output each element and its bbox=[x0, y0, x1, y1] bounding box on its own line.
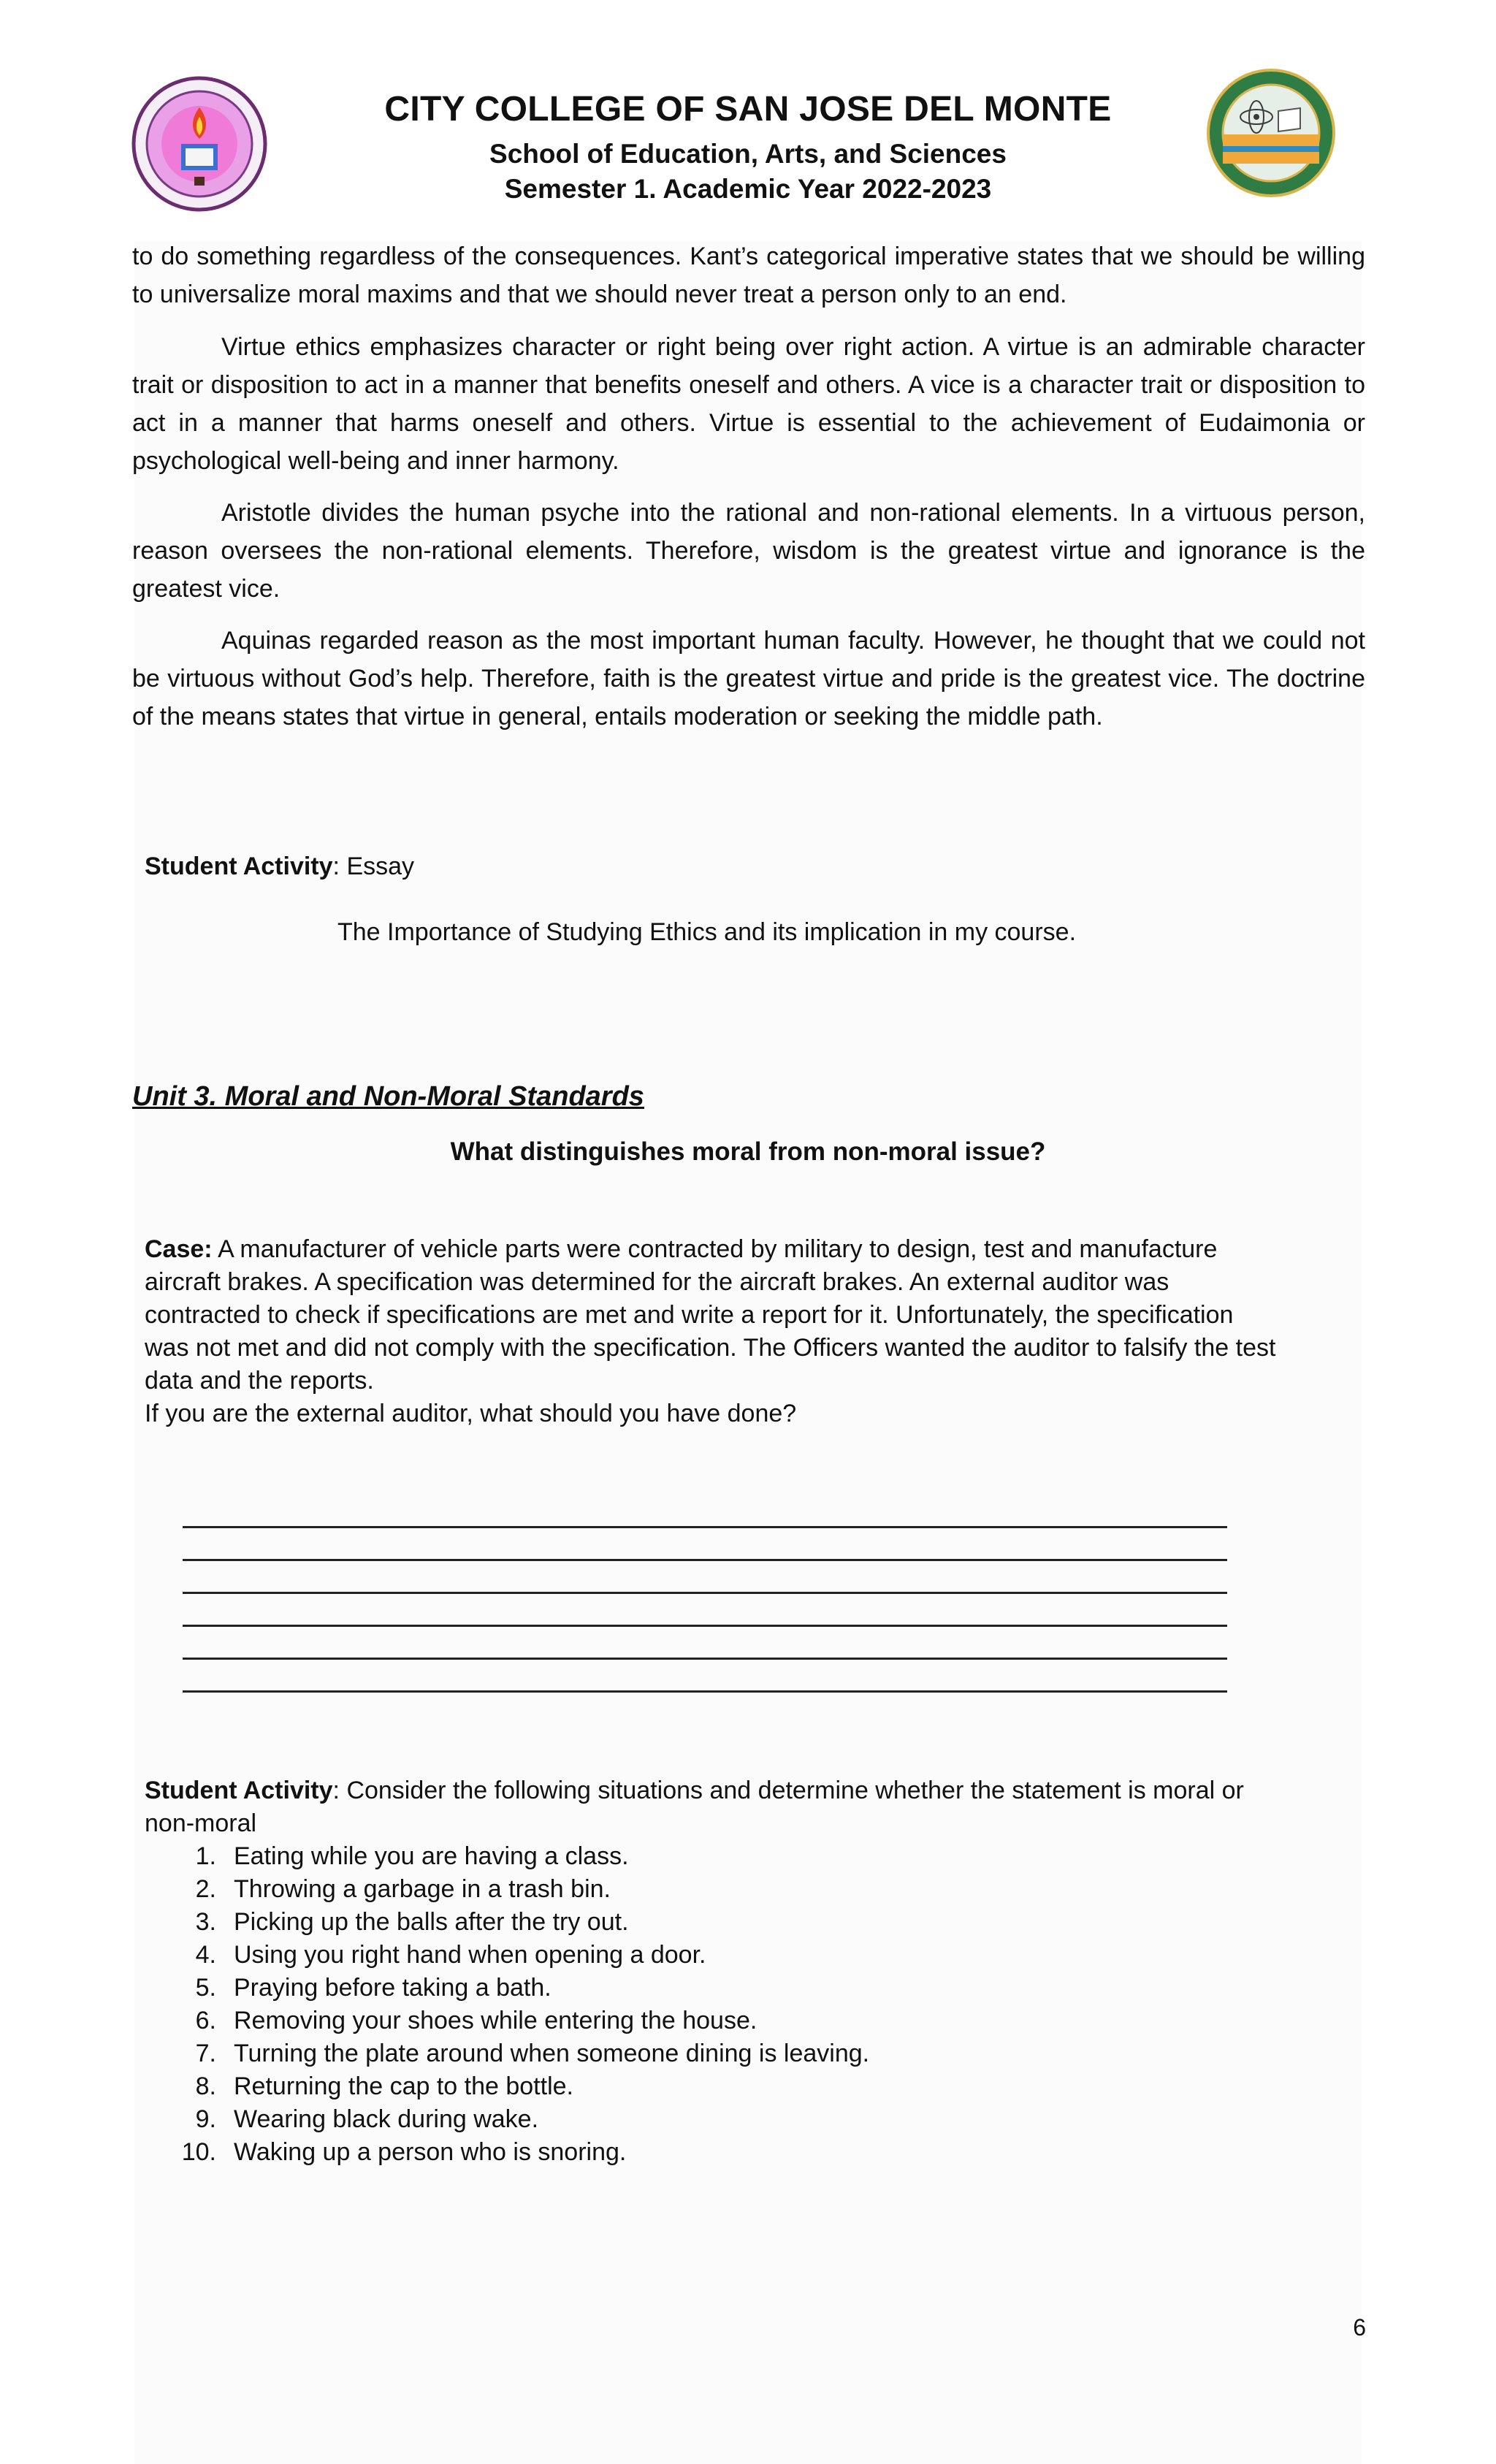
paragraph-kant: to do something regardless of the consequences. Kant’s categorical imperative states that we should be willing to universalize moral maxims and that we should never treat a person only to an end. bbox=[132, 243, 1365, 308]
student-activity-essay bbox=[145, 850, 414, 883]
answer-line[interactable] bbox=[183, 1658, 1227, 1660]
list-item: 6. Removing your shoes while entering the house. bbox=[195, 2007, 757, 2034]
activity2-instructions: : Consider the following situations and determine whether the statement is moral or bbox=[332, 1777, 1244, 1804]
list-item: 3. Picking up the balls after the try out. bbox=[195, 1908, 629, 1936]
list-item: 2. Throwing a garbage in a trash bin. bbox=[195, 1875, 611, 1903]
answer-line[interactable] bbox=[183, 1625, 1227, 1627]
case-label: Case: bbox=[145, 1235, 213, 1263]
student-activity-moral bbox=[145, 1774, 1299, 1840]
list-item: 1. Eating while you are having a class. bbox=[195, 1842, 629, 1870]
answer-line[interactable] bbox=[183, 1559, 1227, 1561]
activity2-instructions-cont: non-moral bbox=[145, 1809, 257, 1837]
list-item: 4. Using you right hand when opening a door. bbox=[195, 1941, 706, 1969]
situation-list bbox=[145, 1840, 869, 2169]
answer-line[interactable] bbox=[183, 1690, 1227, 1693]
case-question: If you are the external auditor, what should you have done? bbox=[145, 1400, 797, 1427]
unit-title: Unit 3. Moral and Non-Moral Standards bbox=[132, 1081, 644, 1112]
unit-question: What distinguishes moral from non-moral issue? bbox=[450, 1137, 1046, 1166]
activity-type: : Essay bbox=[332, 853, 415, 880]
case-body: A manufacturer of vehicle parts were contracted by military to design, test and manufacture aircraft brakes. A specification was determined for the aircraft brakes. An external auditor was contracted to check if specifications are met and write a report for it. Unfortunately, the specification was not met and did not comply with the specification. The Officers wanted the auditor to falsify the test data and the reports. bbox=[145, 1235, 1276, 1395]
paragraph-aquinas: Aquinas regarded reason as the most important human faculty. However, he thought that we could not be virtuous without God’s help. Therefore, faith is the greatest virtue and pride is the greatest vice. The doctrine of the means states that virtue in general, entails moderation or seeking the middle path. bbox=[132, 627, 1365, 731]
essay-prompt: The Importance of Studying Ethics and its implication in my course. bbox=[337, 918, 1077, 946]
activity-label: Student Activity bbox=[145, 853, 333, 880]
school-name: School of Education, Arts, and Sciences bbox=[489, 139, 1007, 169]
answer-line[interactable] bbox=[183, 1526, 1227, 1528]
paragraph-aristotle: Aristotle divides the human psyche into the rational and non-rational elements. In a virtuous person, reason oversees the non-rational elements. Therefore, wisdom is the greatest virtue and ignorance is the greatest vice. bbox=[132, 499, 1365, 603]
activity2-label: Student Activity bbox=[145, 1777, 333, 1804]
semester-label: Semester 1. Academic Year 2022-2023 bbox=[504, 174, 992, 204]
answer-line[interactable] bbox=[183, 1592, 1227, 1594]
list-item: 10. Waking up a person who is snoring. bbox=[181, 2138, 627, 2166]
page-number: 6 bbox=[1353, 2314, 1366, 2341]
paragraph-virtue-ethics: Virtue ethics emphasizes character or right being over right action. A virtue is an admirable character trait or disposition to act in a manner that benefits oneself and others. A vice is a character trait or disposition to act in a manner that harms oneself and others. Virtue is essential to the achievement of Eudaimonia or psychological well-being and inner harmony. bbox=[132, 333, 1365, 475]
list-item: 5. Praying before taking a bath. bbox=[195, 1974, 552, 2002]
list-item: 8. Returning the cap to the bottle. bbox=[195, 2072, 573, 2100]
list-item: 9. Wearing black during wake. bbox=[195, 2105, 539, 2133]
case-text bbox=[145, 1233, 1284, 1430]
list-item: 7. Turning the plate around when someone dining is leaving. bbox=[195, 2040, 870, 2067]
college-title: CITY COLLEGE OF SAN JOSE DEL MONTE bbox=[384, 90, 1112, 129]
